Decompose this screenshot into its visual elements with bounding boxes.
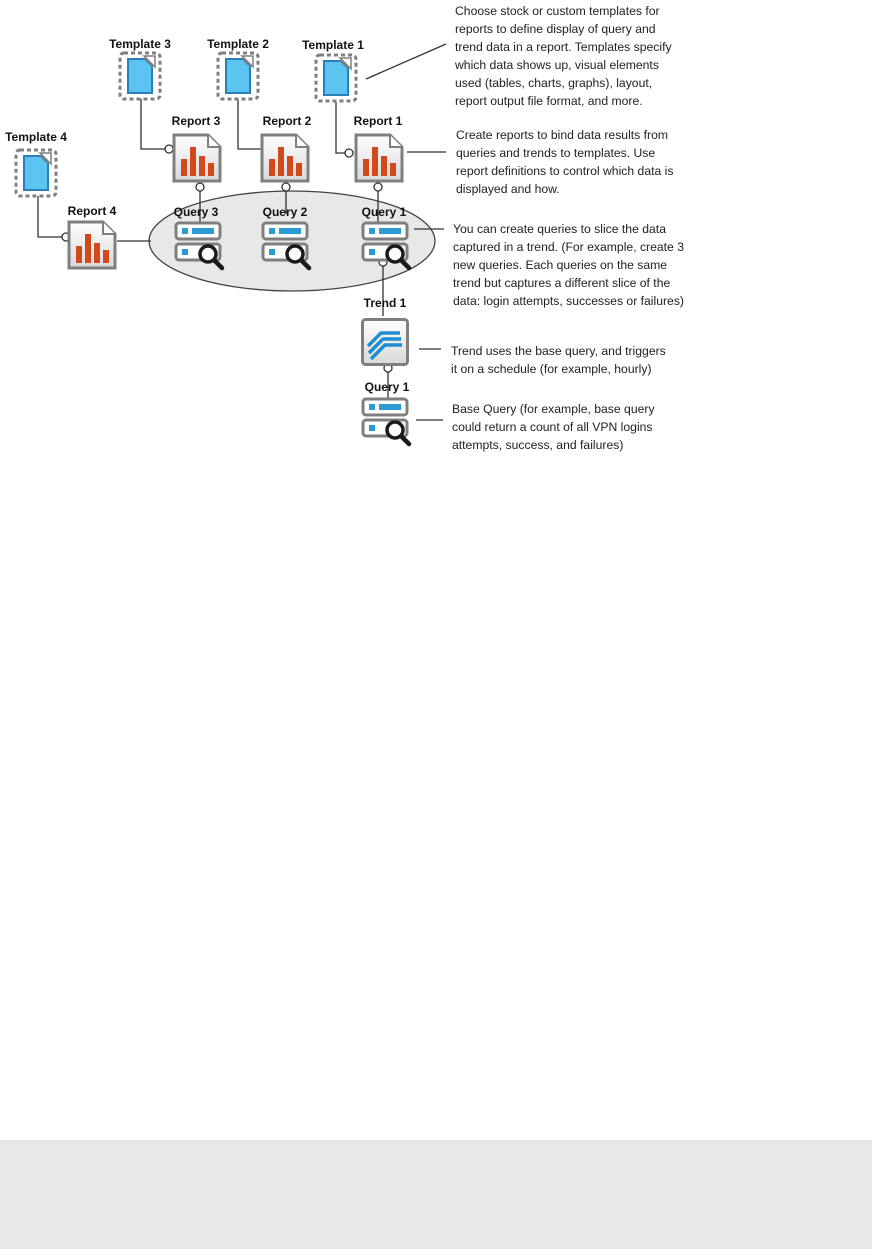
base-query-node[interactable] — [363, 380, 410, 444]
report-node-3[interactable] — [172, 114, 221, 181]
query-database-search-icon — [363, 223, 409, 268]
templates-annotation: Choose stock or custom templates for reports to define display of query and trend data in a report. Templates specify which data shows up, visual elements used (tables, charts, graphs), layout, report output file format, and more. — [455, 4, 672, 108]
report-3-label: Report 3 — [171, 114, 221, 128]
template-document-icon — [120, 53, 160, 99]
query-database-search-icon — [363, 399, 409, 444]
query-database-search-icon — [176, 223, 222, 268]
query-database-search-icon — [263, 223, 309, 268]
report-bar-chart-icon — [174, 135, 220, 181]
template-node-4[interactable] — [5, 130, 67, 196]
trend-annotation: Trend uses the base query, and triggers it on a schedule (for example, hourly) — [451, 344, 666, 376]
query-2-label: Query 2 — [262, 205, 308, 219]
template-2-label: Template 2 — [207, 37, 269, 51]
template-document-icon — [218, 53, 258, 99]
template-1-label: Template 1 — [302, 38, 364, 52]
report-1-label: Report 1 — [353, 114, 403, 128]
reports-annotation: Create reports to bind data results from queries and trends to templates. Use report definitions to control which data is displayed and how. — [456, 128, 674, 196]
footer-band — [0, 1140, 872, 1249]
trend-node-1[interactable] — [363, 296, 408, 365]
template-node-1[interactable] — [302, 38, 364, 101]
report-4-label: Report 4 — [67, 204, 117, 218]
template-document-icon — [316, 55, 356, 101]
template-document-icon — [16, 150, 56, 196]
queries-annotation: You can create queries to slice the data captured in a trend. (For example, create 3 new queries. Each queries on the same trend but captures a different slice of the data: login attempts, successes or failures) — [453, 222, 685, 308]
report-node-4[interactable] — [68, 204, 117, 268]
query-3-label: Query 3 — [173, 205, 219, 219]
template-node-2[interactable] — [207, 37, 269, 99]
report-bar-chart-icon — [69, 222, 115, 268]
query-node-2[interactable] — [263, 205, 309, 268]
report-bar-chart-icon — [262, 135, 308, 181]
reporting-workflow-diagram — [0, 0, 872, 470]
trend-waves-icon — [363, 320, 408, 365]
report-node-2[interactable] — [262, 114, 312, 181]
base-query-annotation: Base Query (for example, base query could return a count of all VPN logins attempts, success, and failures) — [452, 402, 655, 452]
template-node-3[interactable] — [109, 37, 171, 99]
template-4-label: Template 4 — [5, 130, 67, 144]
report-node-1[interactable] — [354, 114, 403, 181]
query-1-label: Query 1 — [361, 205, 407, 219]
template-3-label: Template 3 — [109, 37, 171, 51]
base-query-label: Query 1 — [364, 380, 410, 394]
query-node-3[interactable] — [174, 205, 222, 268]
trend-1-label: Trend 1 — [363, 296, 407, 310]
report-bar-chart-icon — [356, 135, 402, 181]
query-node-1[interactable] — [362, 205, 409, 268]
report-2-label: Report 2 — [262, 114, 312, 128]
